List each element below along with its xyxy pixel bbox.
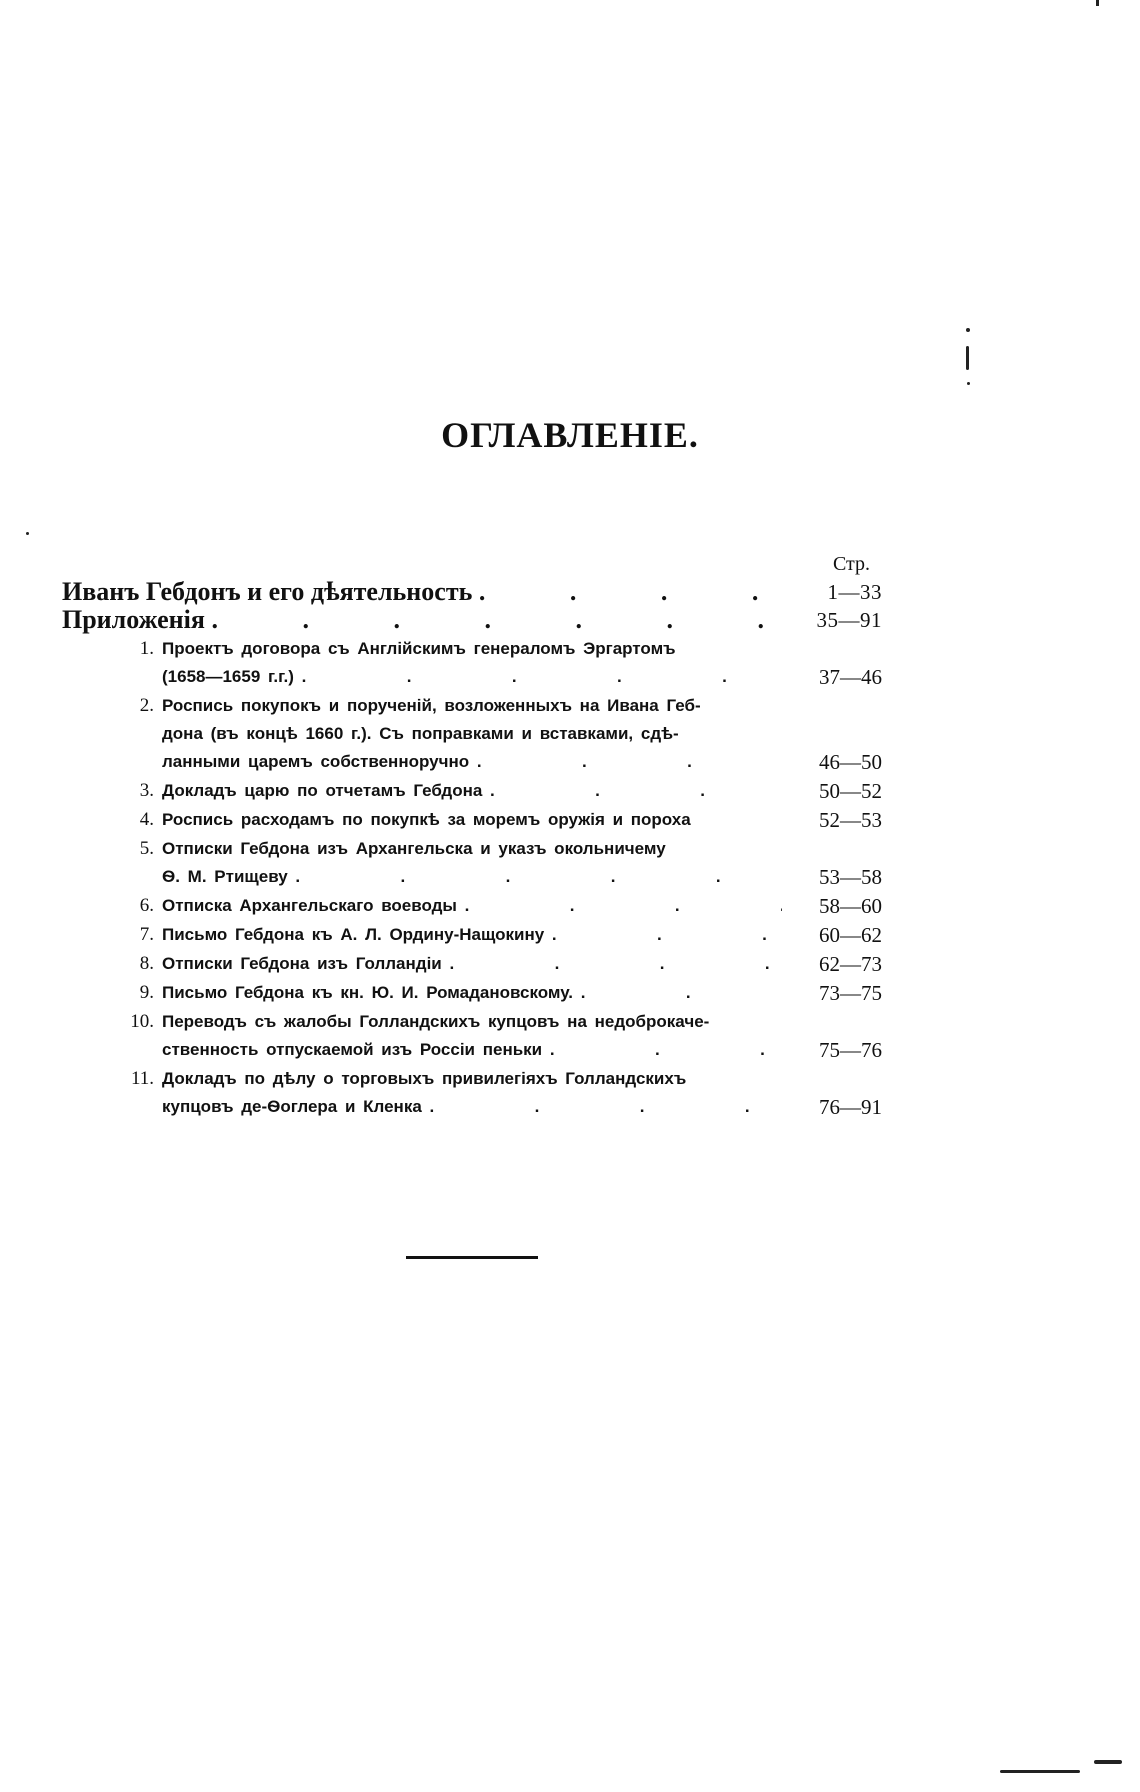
table-of-contents: [62, 550, 882, 1121]
toc-item-number: 11.: [130, 1068, 154, 1089]
toc-item-pages: 58—60: [819, 894, 882, 918]
toc-item[interactable]: [62, 921, 882, 949]
toc-item-number: 9.: [139, 982, 154, 1003]
toc-entry-title: Приложенія .: [62, 606, 782, 634]
toc-entry-title: Иванъ Гебдонъ и его дѣятельность .: [62, 578, 782, 606]
toc-item-line: (1658—1659 г.г.) .: [162, 663, 782, 691]
toc-item[interactable]: [62, 1008, 882, 1064]
toc-item-line: Ѳ. М. Ртищеву .: [162, 863, 782, 891]
toc-entry-main[interactable]: [62, 578, 882, 606]
toc-item-line: Докладъ по дѣлу о торговыхъ привилегіяхъ Голландскихъ: [162, 1069, 687, 1088]
toc-entry-pages: 35—91: [816, 608, 882, 632]
scan-speck: [1094, 1760, 1122, 1764]
toc-item-pages: 76—91: [819, 1095, 882, 1119]
toc-item[interactable]: [62, 1065, 882, 1121]
toc-item-pages: 46—50: [819, 750, 882, 774]
toc-item[interactable]: [62, 806, 882, 834]
toc-item-number: 8.: [139, 953, 154, 974]
scan-speck: [966, 328, 970, 332]
scan-speck: [967, 382, 970, 385]
toc-item[interactable]: [62, 777, 882, 805]
toc-item[interactable]: [62, 979, 882, 1007]
toc-item-pages: 62—73: [819, 952, 882, 976]
toc-item-number: 4.: [139, 809, 154, 830]
toc-item-line: ственность отпускаемой изъ Россіи пеньки .: [162, 1036, 782, 1064]
toc-item-line: ланными царемъ собственноручно .: [162, 748, 782, 776]
toc-item[interactable]: [62, 892, 882, 920]
toc-item-pages: 73—75: [819, 981, 882, 1005]
toc-item-line: Роспись расходамъ по покупкѣ за моремъ оружія и пороха: [162, 810, 691, 829]
toc-item[interactable]: [62, 635, 882, 691]
toc-item-line: Переводъ съ жалобы Голландскихъ купцовъ на недоброкаче-: [162, 1012, 710, 1031]
toc-item-pages: 75—76: [819, 1038, 882, 1062]
toc-item-pages: 53—58: [819, 865, 882, 889]
scan-speck: [1000, 1770, 1080, 1773]
toc-item[interactable]: [62, 835, 882, 891]
toc-item-number: 10.: [130, 1011, 154, 1032]
toc-item-line: купцовъ де-Ѳоглера и Кленка .: [162, 1093, 782, 1121]
toc-item-number: 5.: [139, 838, 154, 859]
toc-item-pages: 50—52: [819, 779, 882, 803]
toc-item[interactable]: [62, 950, 882, 978]
toc-item-pages: 60—62: [819, 923, 882, 947]
toc-item-line: дона (въ концѣ 1660 г.). Съ поправками и вставками, сдѣ-: [162, 724, 679, 743]
toc-item-number: 7.: [139, 924, 154, 945]
scan-speck: [966, 346, 969, 370]
closing-rule: [406, 1256, 538, 1259]
toc-item-line: Письмо Гебдона къ кн. Ю. И. Ромадановскому. .: [162, 979, 782, 1007]
toc-entry-pages: 1—33: [827, 580, 882, 604]
toc-item-line: Отписки Гебдона изъ Голландіи .: [162, 950, 782, 978]
toc-item-line: Проектъ договора съ Англійскимъ генераломъ Эргартомъ: [162, 639, 676, 658]
toc-item-pages: 52—53: [819, 808, 882, 832]
toc-item-pages: 37—46: [819, 665, 882, 689]
toc-item-line: Докладъ царю по отчетамъ Гебдона .: [162, 777, 782, 805]
toc-item-line: Письмо Гебдона къ А. Л. Ордину-Нащокину .: [162, 921, 782, 949]
toc-item-number: 3.: [139, 780, 154, 801]
scan-speck: [26, 532, 29, 535]
toc-item[interactable]: [62, 692, 882, 776]
scan-speck: [1096, 0, 1099, 6]
toc-entry-main[interactable]: [62, 606, 882, 634]
page-column-header: Стр.: [832, 553, 870, 575]
toc-item-number: 6.: [139, 895, 154, 916]
toc-item-line: Отписки Гебдона изъ Архангельска и указъ окольничему: [162, 839, 666, 858]
page-title: ОГЛАВЛЕНІЕ.: [441, 415, 699, 455]
toc-item-line: Отписка Архангельскаго воеводы .: [162, 892, 782, 920]
toc-item-number: 2.: [139, 695, 154, 716]
toc-item-number: 1.: [139, 638, 154, 659]
toc-item-line: Роспись покупокъ и порученій, возложенныхъ на Ивана Геб-: [162, 696, 701, 715]
